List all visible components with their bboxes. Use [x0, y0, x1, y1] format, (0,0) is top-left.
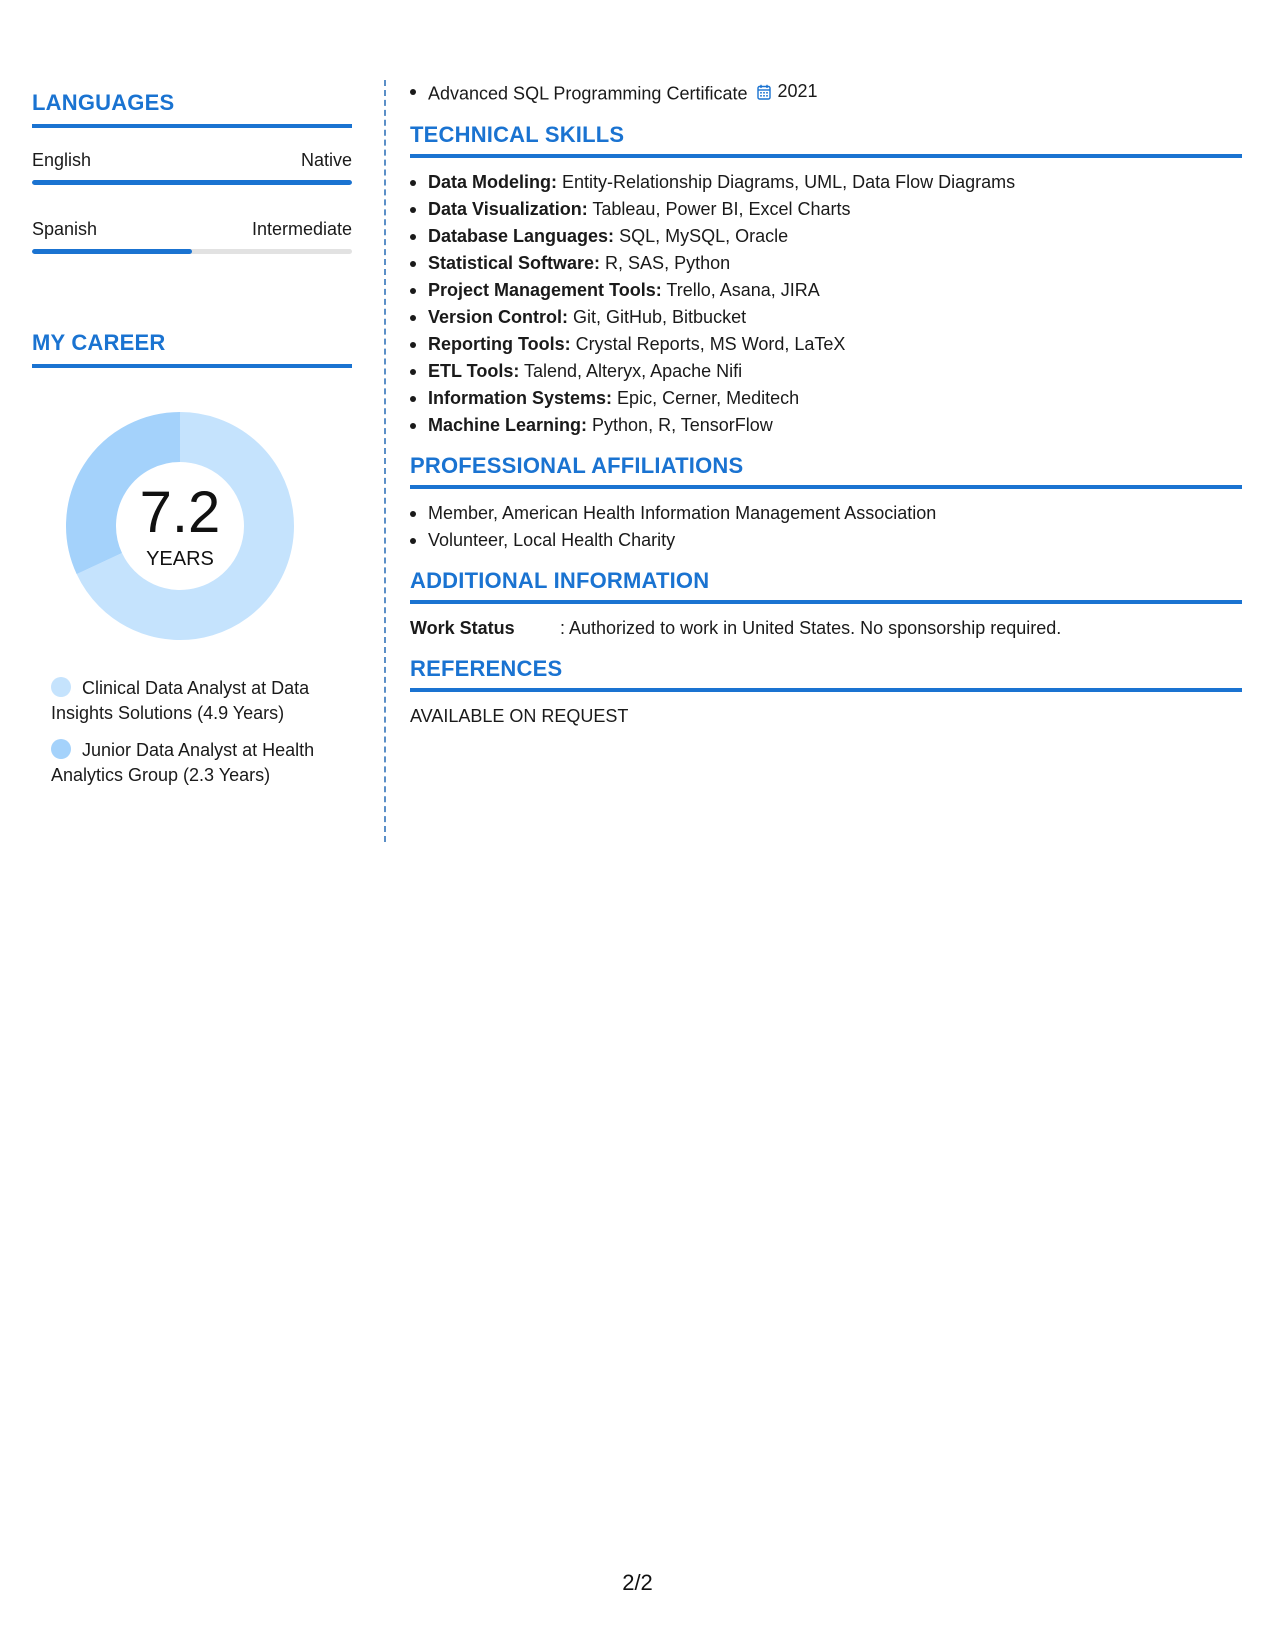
references-section	[410, 656, 1242, 730]
legend-label: Clinical Data Analyst at Data Insights Solutions (4.9 Years)	[51, 678, 310, 723]
work-status-row	[410, 615, 1242, 642]
technical-skills-title: TECHNICAL SKILLS	[410, 122, 1242, 158]
certificate-item	[410, 78, 1242, 108]
skill-label: Reporting Tools:	[428, 333, 571, 354]
legend-dot	[51, 739, 71, 759]
skill-label: Version Control:	[428, 306, 569, 327]
language-level: Native	[300, 150, 352, 170]
language-level: Intermediate	[251, 219, 352, 239]
language-proficiency-fill	[32, 180, 352, 185]
legend-label: Junior Data Analyst at Health Analytics Group (2.3 Years)	[51, 740, 315, 785]
career-title: MY CAREER	[32, 330, 352, 368]
languages-title: LANGUAGES	[32, 90, 352, 128]
skill-item	[410, 412, 1242, 439]
additional-info-section	[410, 568, 1242, 642]
skill-value: Python, R, TensorFlow	[587, 414, 773, 435]
skill-value: Epic, Cerner, Meditech	[612, 387, 800, 408]
skill-value: Tableau, Power BI, Excel Charts	[587, 198, 851, 219]
technical-skills-section	[410, 122, 1242, 439]
language-proficiency-bar	[32, 180, 352, 185]
skill-label: Database Languages:	[428, 225, 615, 246]
affiliations-list	[410, 500, 1242, 554]
skill-label: Information Systems:	[428, 387, 613, 408]
skill-value: Crystal Reports, MS Word, LaTeX	[570, 333, 846, 354]
career-total-years: 7.2	[139, 479, 221, 545]
skill-value: SQL, MySQL, Oracle	[614, 225, 789, 246]
skill-item	[410, 169, 1242, 196]
skill-label: Machine Learning:	[428, 414, 588, 435]
skill-item	[410, 358, 1242, 385]
work-status-label: Work Status	[410, 617, 515, 638]
affiliations-section	[410, 453, 1242, 554]
language-proficiency-bar	[32, 249, 352, 254]
work-status-value: : Authorized to work in United States. No sponsorship required.	[560, 617, 1062, 638]
skill-item	[410, 277, 1242, 304]
skill-item	[410, 304, 1242, 331]
language-item-english	[32, 150, 352, 185]
language-proficiency-fill	[32, 249, 192, 254]
skill-value: Trello, Asana, JIRA	[661, 279, 820, 300]
technical-skills-list	[410, 169, 1242, 439]
skill-value: R, SAS, Python	[600, 252, 731, 273]
certificate-year: 2021	[777, 81, 818, 101]
skill-label: ETL Tools:	[428, 360, 520, 381]
skill-value: Entity-Relationship Diagrams, UML, Data Flow Diagrams	[557, 171, 1016, 192]
skill-item	[410, 196, 1242, 223]
skill-label: Project Management Tools:	[428, 279, 662, 300]
references-title: REFERENCES	[410, 656, 1242, 692]
column-divider	[384, 80, 386, 842]
career-legend	[51, 676, 341, 788]
skill-item	[410, 223, 1242, 250]
right-column	[410, 78, 1242, 730]
career-legend-item	[51, 738, 341, 788]
career-legend-item	[51, 676, 341, 726]
references-text: AVAILABLE ON REQUEST	[410, 705, 629, 726]
calendar-icon	[757, 84, 771, 100]
career-years-unit: YEARS	[146, 547, 214, 570]
certificate-name: Advanced SQL Programming Certificate	[428, 83, 748, 104]
skill-label: Data Visualization:	[428, 198, 588, 219]
skill-value: Git, GitHub, Bitbucket	[568, 306, 747, 327]
legend-dot	[51, 677, 71, 697]
career-donut-chart	[65, 411, 295, 641]
skill-item	[410, 331, 1242, 358]
language-name: Spanish	[32, 219, 98, 239]
skill-item	[410, 250, 1242, 277]
additional-info-title: ADDITIONAL INFORMATION	[410, 568, 1242, 604]
affiliation-item: Member, American Health Information Management Association	[410, 500, 1242, 527]
certificates-list	[410, 78, 1242, 108]
language-item-spanish	[32, 219, 352, 254]
affiliation-item: Volunteer, Local Health Charity	[410, 527, 1242, 554]
skill-label: Data Modeling:	[428, 171, 557, 192]
page-number: 2/2	[622, 1570, 653, 1595]
language-name: English	[32, 150, 92, 170]
skill-item	[410, 385, 1242, 412]
skill-label: Statistical Software:	[428, 252, 601, 273]
skill-value: Talend, Alteryx, Apache Nifi	[519, 360, 743, 381]
affiliations-title: PROFESSIONAL AFFILIATIONS	[410, 453, 1242, 489]
left-column	[32, 90, 352, 800]
